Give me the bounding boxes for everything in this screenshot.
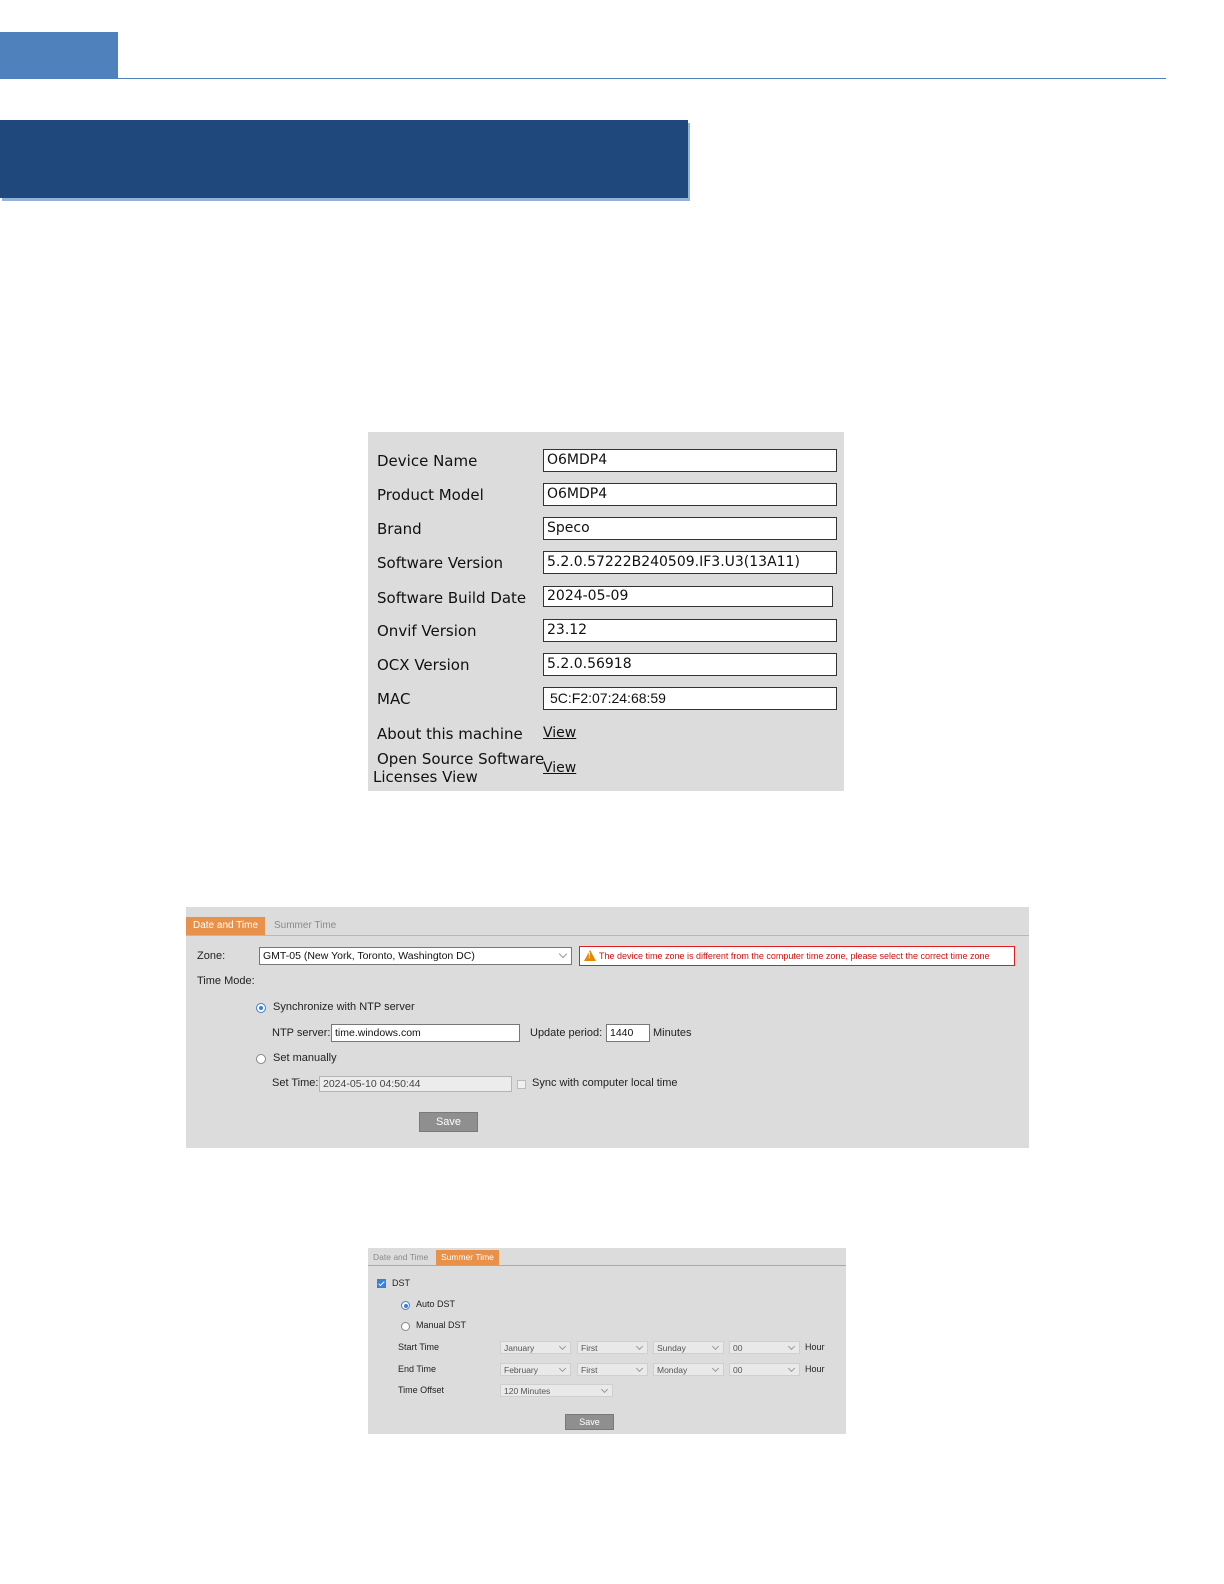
info-row-onvif-version [368,619,844,645]
mac-field[interactable]: 5C:F2:07:24:68:59 [543,687,837,710]
build-date-field[interactable]: 2024-05-09 [543,586,833,607]
end-day-value: Monday [657,1365,688,1375]
chevron-down-icon [636,1365,643,1372]
info-row-device-name [368,449,844,475]
summer-time-save-button[interactable]: Save [565,1414,614,1430]
ntp-radio[interactable] [256,1003,266,1013]
ntp-server-input[interactable]: time.windows.com [331,1024,520,1042]
chevron-down-icon [788,1365,795,1372]
info-row-brand [368,517,844,543]
software-version-field[interactable]: 5.2.0.57222B240509.IF3.U3(13A11) [543,551,837,574]
about-view-link[interactable]: View [543,725,577,741]
onvif-version-field[interactable]: 23.12 [543,619,837,642]
oss-label-line1: Open Source Software [377,750,545,768]
summer-time-tabbar [368,1248,846,1266]
date-time-tabbar [186,907,1029,936]
chevron-down-icon [636,1343,643,1350]
oss-view-link[interactable]: View [543,760,577,776]
end-week-select[interactable] [577,1363,648,1376]
end-day-select[interactable] [653,1363,724,1376]
time-mode-label: Time Mode: [197,975,255,987]
warning-icon: ! [584,950,596,961]
time-offset-label: Time Offset [398,1385,445,1395]
auto-dst-radio[interactable] [401,1301,410,1310]
start-time-label: Start Time [398,1342,440,1352]
sync-local-checkbox[interactable] [517,1080,526,1089]
chevron-down-icon [712,1343,719,1350]
start-month-value: January [504,1343,535,1353]
info-row-mac [368,687,844,713]
info-label: Software Build Date [377,589,527,607]
auto-dst-label: Auto DST [416,1299,456,1309]
zone-select[interactable] [259,947,572,965]
tab-date-and-time[interactable]: Date and Time [373,1252,429,1262]
info-label: Device Name [377,452,478,470]
zone-label: Zone: [197,950,226,962]
oss-label-line2: Licenses View [373,768,478,786]
sync-local-label: Sync with computer local time [532,1077,678,1089]
summer-time-panel [368,1248,846,1434]
device-info-panel [368,432,844,791]
minutes-label: Minutes [653,1027,692,1039]
set-time-input[interactable]: 2024-05-10 04:50:44 [319,1076,512,1092]
info-row-product-model [368,483,844,509]
tab-summer-time[interactable]: Summer Time [436,1250,499,1265]
end-week-value: First [581,1365,598,1375]
dst-label: DST [392,1278,410,1288]
dst-checkbox[interactable] [377,1279,386,1288]
ntp-server-label: NTP server: [272,1027,331,1039]
chevron-down-icon [559,1343,566,1350]
info-label: Product Model [377,486,484,504]
end-month-select[interactable] [500,1363,571,1376]
zone-select-value: GMT-05 (New York, Toronto, Washington DC) [263,950,475,962]
header-rule [44,78,1166,79]
header-tab-block [0,32,118,79]
ntp-option-label: Synchronize with NTP server [273,1001,415,1013]
end-hour-label: Hour [805,1364,825,1374]
product-model-field[interactable]: O6MDP4 [543,483,837,506]
chevron-down-icon [601,1386,608,1393]
info-label: Brand [377,520,422,538]
set-time-label: Set Time: [272,1077,319,1089]
chevron-down-icon [559,950,567,958]
info-row-software-version [368,551,844,577]
device-name-field[interactable]: O6MDP4 [543,449,837,472]
section-title-banner [0,120,688,198]
manual-dst-radio[interactable] [401,1322,410,1331]
date-time-save-button[interactable]: Save [419,1112,478,1132]
tab-summer-time[interactable]: Summer Time [274,920,337,931]
chevron-down-icon [712,1365,719,1372]
update-period-label: Update period: [530,1027,603,1039]
timezone-warning [579,946,1015,966]
info-row-ocx-version [368,653,844,679]
set-manually-radio[interactable] [256,1054,266,1064]
date-time-panel [186,907,1029,1148]
start-week-select[interactable] [577,1341,648,1354]
time-offset-select[interactable] [500,1384,613,1397]
time-offset-value: 120 Minutes [504,1386,551,1396]
update-period-input[interactable]: 1440 [606,1024,650,1042]
timezone-warning-text: The device time zone is different from the computer time zone, please select the correct time zone [599,951,990,961]
start-week-value: First [581,1343,598,1353]
chevron-down-icon [788,1343,795,1350]
about-label: About this machine [377,725,523,743]
end-hour-value: 00 [733,1365,743,1375]
start-month-select[interactable] [500,1341,571,1354]
info-label: OCX Version [377,656,470,674]
info-row-about [368,722,844,748]
info-label: Software Version [377,554,504,572]
set-manually-label: Set manually [273,1052,337,1064]
start-day-select[interactable] [653,1341,724,1354]
start-day-value: Sunday [657,1343,686,1353]
end-time-label: End Time [398,1364,437,1374]
manual-dst-label: Manual DST [416,1320,467,1330]
info-label: MAC [377,690,411,708]
chevron-down-icon [559,1365,566,1372]
end-month-value: February [504,1365,539,1375]
brand-field[interactable]: Speco [543,517,837,540]
ocx-version-field[interactable]: 5.2.0.56918 [543,653,837,676]
start-hour-value: 00 [733,1343,743,1353]
tab-date-and-time[interactable]: Date and Time [186,917,265,935]
start-hour-select[interactable] [729,1341,800,1354]
info-row-build-date [368,586,844,612]
end-hour-select[interactable] [729,1363,800,1376]
info-label: Onvif Version [377,622,477,640]
start-hour-label: Hour [805,1342,825,1352]
